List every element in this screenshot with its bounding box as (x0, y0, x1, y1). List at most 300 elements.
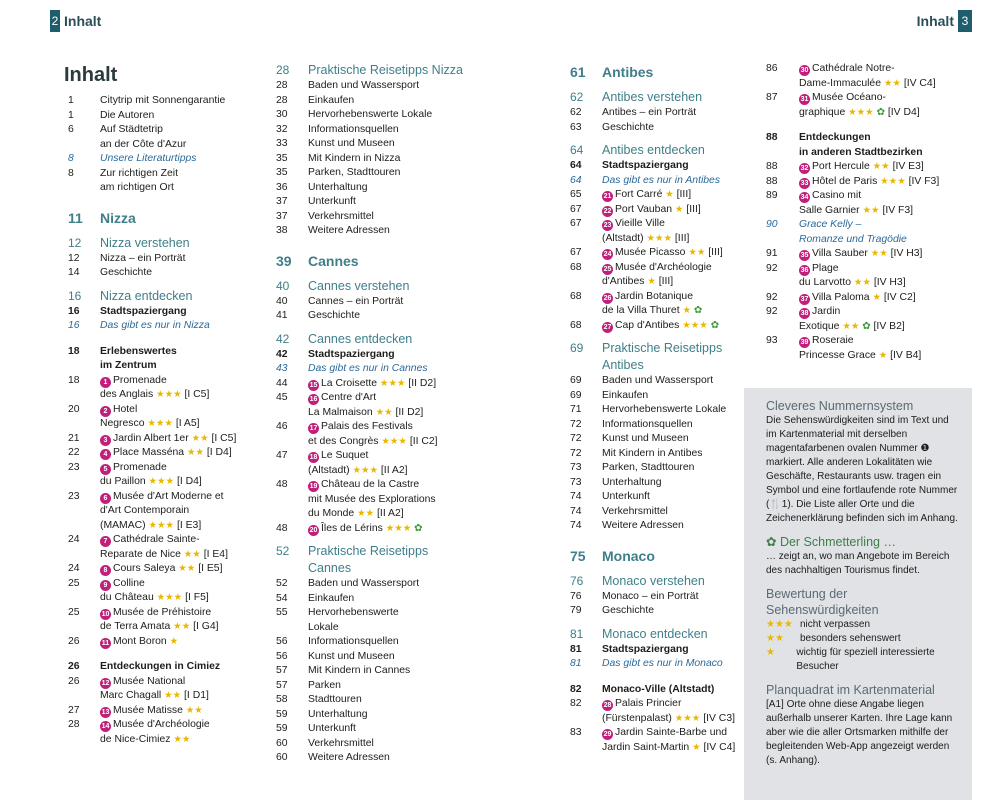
star-rating-icon: ★ (169, 635, 179, 647)
entry-label: Monaco (602, 547, 655, 564)
toc-entry (272, 507, 472, 522)
entry-text (308, 435, 472, 450)
sight-number-badge: 5 (100, 464, 111, 475)
page-number: 81 (570, 626, 584, 641)
entry-text (308, 543, 472, 577)
legend-heading-grid: Planquadrat im Kartenmaterial (766, 683, 935, 697)
page-number: 12 (68, 252, 80, 264)
sight-number-badge: 16 (309, 396, 318, 403)
toc-entry (272, 650, 472, 665)
entry-text (100, 704, 254, 719)
entry-label: Lokale (308, 621, 339, 633)
entry-text (308, 606, 472, 621)
rating-description: wichtig für speziell interessierte Besucher (796, 647, 935, 672)
entry-text (100, 548, 254, 563)
page-number: 20 (68, 403, 80, 415)
toc-entry (64, 152, 254, 167)
entry-text (602, 505, 746, 520)
entry-text (799, 320, 956, 335)
entry-text (799, 305, 956, 320)
map-grid-ref: [II A2] (380, 464, 408, 476)
entry-label: Roseraie (812, 335, 854, 346)
toc-section-heading (64, 288, 254, 305)
header-right (917, 10, 972, 32)
page-number: 76 (570, 590, 582, 602)
entry-label: Musée de Préhistoire (113, 606, 212, 618)
star-rating-icon: ★★★ (646, 232, 673, 244)
entry-label: du Larvotto (799, 277, 851, 288)
star-rating-icon: ★★ (191, 432, 209, 444)
entry-text (602, 62, 746, 82)
map-grid-ref: [IV C4] (903, 77, 936, 89)
toc-entry (64, 305, 254, 320)
entry-label: Musée National (113, 675, 186, 687)
sight-number-badge: 12 (101, 679, 110, 687)
entry-label: Weitere Adressen (308, 752, 390, 763)
entry-label: La Malmaison (308, 406, 373, 418)
rating-description: nicht verpassen (800, 619, 871, 630)
rating-description: besonders sehenswert (800, 633, 901, 644)
star-rating-icon: ★★ (164, 690, 182, 701)
page-number: 81 (570, 658, 582, 669)
toc-entry (64, 562, 254, 577)
entry-text (308, 137, 472, 152)
toc-entry (766, 160, 956, 175)
toc-chapter (272, 251, 472, 271)
map-grid-ref: [IV C3] (703, 712, 735, 724)
page-number: 69 (570, 389, 582, 401)
star-rating-icon: ★★★ (156, 592, 183, 603)
entry-label: Zur richtigen Zeit (100, 167, 178, 179)
entry-label: Palais Princier (615, 698, 682, 709)
page-number: 93 (766, 335, 778, 346)
star-rating-icon: ★★★ (381, 435, 407, 447)
star-rating-icon: ★ (766, 647, 775, 658)
sight-number-badge: 4 (100, 449, 111, 460)
sight-number-badge: 13 (101, 708, 110, 716)
toc-entry (566, 106, 746, 121)
entry-label: Hervorhebenswerte Lokale (602, 404, 727, 415)
entry-label: Le Suquet (321, 450, 369, 461)
entry-text (100, 635, 254, 650)
entry-text (100, 675, 254, 690)
entry-label: Hotel (113, 403, 138, 415)
entry-label: Hervorhebenswerte Lokale (308, 109, 433, 120)
entry-label: (Altstadt) (308, 464, 350, 476)
entry-label: Kunst und Museen (308, 138, 395, 149)
toc-section-heading (272, 278, 472, 295)
map-grid-ref: [III] (708, 247, 723, 258)
entry-text (100, 252, 254, 267)
entry-label: Unterhaltung (602, 476, 662, 488)
sight-number-badge: 23 (603, 222, 612, 229)
page-number: 69 (570, 375, 582, 386)
page-number: 37 (276, 196, 288, 207)
toc-entry (272, 664, 472, 679)
page-number: 25 (68, 606, 80, 618)
toc-entry (64, 635, 254, 650)
toc-entry (272, 635, 472, 650)
entry-label: Musée Océano- (812, 92, 886, 103)
toc-section-heading (566, 89, 746, 106)
entry-label: Palais des Festivals (321, 421, 413, 432)
star-rating-icon: ★★★ (682, 319, 708, 331)
entry-text (100, 181, 254, 196)
entry-label: Praktische Reisetipps Nizza (308, 63, 463, 77)
star-rating-icon: ★★★ (148, 476, 175, 487)
toc-entry (272, 195, 472, 210)
sight-number-badge: 31 (800, 96, 809, 103)
header-left (50, 10, 101, 32)
page-number: 59 (276, 708, 288, 720)
sight-number-badge: 6 (100, 493, 111, 504)
page-number: 42 (276, 348, 288, 360)
sight-number-badge: 18 (309, 454, 318, 461)
map-grid-ref: [IV D4] (887, 106, 920, 118)
entry-text (602, 275, 746, 290)
entry-text (602, 121, 746, 136)
toc-entry (64, 319, 254, 334)
toc-entry (272, 693, 472, 708)
sight-number-badge: 9 (100, 580, 111, 591)
entry-text (100, 446, 254, 461)
entry-label: Informationsquellen (602, 418, 693, 430)
toc-entry (272, 577, 472, 592)
entry-text (308, 635, 472, 650)
entry-label: et des Congrès (308, 435, 379, 447)
toc-entry (64, 718, 254, 733)
toc-entry (64, 266, 254, 281)
entry-text (308, 79, 472, 94)
entry-label: Kunst und Museen (602, 433, 689, 444)
entry-label: Stadtspaziergang (308, 348, 395, 360)
map-grid-ref: [IV C2] (883, 291, 916, 303)
page-number: 26 (68, 661, 80, 672)
toc-entry (566, 432, 746, 447)
toc-chapter (566, 62, 746, 82)
page-number: 82 (570, 683, 582, 695)
entry-text (602, 418, 746, 433)
entry-text (308, 331, 472, 348)
legend-heading-numbering: Cleveres Nummernsystem (766, 399, 914, 413)
entry-label: Verkehrsmittel (308, 210, 374, 222)
toc-entry (766, 276, 956, 291)
entry-text (308, 278, 472, 295)
sight-number-badge: 35 (800, 252, 809, 259)
entry-text (799, 349, 956, 364)
entry-label: Hervorhebenswerte (308, 607, 399, 618)
toc-entry (272, 708, 472, 723)
entry-label: Unsere Literaturtipps (100, 153, 197, 164)
toc-entry (64, 519, 254, 534)
sight-number-badge: 20 (309, 526, 318, 534)
sight-number-badge: 10 (101, 610, 110, 618)
toc-entry (272, 522, 472, 537)
entry-text (308, 577, 472, 592)
map-grid-ref: [III] (686, 203, 701, 215)
entry-label: Villa Paloma (812, 291, 870, 303)
page-number: 18 (68, 374, 80, 386)
toc-entry (272, 137, 472, 152)
star-rating-icon: ★★★ (766, 619, 793, 630)
toc-list-2 (272, 62, 472, 766)
entry-text (100, 660, 254, 675)
toc-entry (272, 362, 472, 377)
page-number: 90 (766, 219, 778, 230)
entry-label: Marc Chagall (100, 690, 162, 701)
entry-label: Promenade (113, 461, 167, 473)
entry-text (100, 288, 254, 305)
butterfly-icon: ✿ (862, 320, 871, 332)
rating-row (766, 646, 960, 674)
toc-entry (64, 733, 254, 748)
sight-number-badge: 38 (800, 310, 809, 317)
toc-title: Inhalt (64, 64, 118, 86)
entry-text (799, 62, 956, 77)
star-rating-icon: ★★★ (352, 464, 379, 476)
star-rating-icon: ★★★ (147, 418, 173, 429)
page-number: 68 (570, 290, 582, 302)
entry-text (308, 737, 472, 752)
page-number: 67 (570, 203, 582, 215)
page-number: 40 (276, 295, 288, 307)
entry-label: Das gibt es nur in Nizza (100, 320, 210, 331)
entry-text (308, 708, 472, 723)
toc-entry (566, 159, 746, 174)
page-number: 63 (570, 121, 582, 133)
entry-text (100, 305, 254, 320)
entry-label: Monaco-Ville (Altstadt) (602, 683, 715, 695)
sight-number-badge: 11 (101, 639, 110, 647)
page-number: 26 (68, 675, 80, 687)
entry-text (100, 562, 254, 577)
entry-label: du Château (100, 592, 154, 603)
page-number: 24 (68, 534, 80, 545)
toc-entry (64, 490, 254, 505)
entry-label: Nizza (100, 209, 136, 226)
page-number: 41 (276, 310, 288, 321)
map-grid-ref: [I G4] (193, 621, 219, 632)
entry-label: Antibes entdecken (602, 143, 705, 157)
toc-entry (272, 592, 472, 607)
legend-text-numbering: Die Sehenswürdigkeiten sind im Text und im Kartenmaterial mit derselben magentafarbenen ovalen Nummer ❶ markiert. Alle anderen Lokalitäten wie Geschäfte, Restaurants usw. tragen ein Symbol und eine fortlaufende rote Nummer (🍴1). Die Liste aller Orte und die Zeichenerklärung befinden sich im Anhang. (766, 415, 958, 524)
toc-entry (566, 203, 746, 218)
toc-entry (272, 391, 472, 406)
toc-entry (766, 305, 956, 320)
toc-entry (64, 109, 254, 124)
map-grid-ref: [IV B4] (890, 349, 922, 361)
entry-text (602, 261, 746, 276)
page-number: 91 (766, 248, 778, 259)
entry-label: Cathédrale Sainte- (113, 534, 200, 545)
entry-text (602, 232, 746, 247)
sight-number-badge: 26 (603, 294, 612, 302)
toc-section-heading (566, 573, 746, 590)
entry-text (602, 203, 746, 218)
toc-entry (766, 233, 956, 248)
toc-entry (64, 548, 254, 563)
entry-text (100, 123, 254, 138)
page-number: 88 (766, 161, 778, 172)
toc-entry (272, 493, 472, 508)
entry-text (602, 726, 746, 741)
entry-text (308, 507, 472, 522)
entry-label: du Monde (308, 508, 355, 519)
entry-text (602, 142, 746, 159)
page-number: 52 (276, 544, 290, 558)
toc-entry (766, 247, 956, 262)
entry-text (602, 604, 746, 619)
butterfly-icon: ✿ (710, 319, 720, 331)
entry-text (602, 319, 746, 334)
toc-entry (566, 683, 746, 698)
toc-entry (766, 91, 956, 106)
toc-entry (64, 591, 254, 606)
entry-text (308, 693, 472, 708)
toc-entry (64, 533, 254, 548)
entry-text (602, 246, 746, 261)
entry-text (602, 697, 746, 712)
map-grid-ref: [IV B2] (873, 320, 905, 332)
page-number: 76 (570, 573, 584, 588)
entry-label: Reparate de Nice (100, 548, 181, 560)
page-number: 60 (276, 752, 288, 763)
toc-entry (566, 121, 746, 136)
page-number: 83 (570, 727, 582, 738)
star-rating-icon: ★★ (883, 77, 901, 89)
toc-entry (64, 446, 254, 461)
sight-number-badge: 8 (100, 565, 111, 576)
page-number: 1 (68, 95, 74, 106)
page-number: 35 (276, 152, 288, 164)
star-rating-icon: ★★★ (379, 377, 406, 389)
map-grid-ref: [III] (676, 189, 692, 200)
page-number: 92 (766, 291, 778, 303)
toc-entry (272, 420, 472, 435)
entry-text (100, 490, 254, 505)
entry-text (100, 733, 254, 748)
map-grid-ref: [I D4] (206, 447, 232, 458)
star-rating-icon: ★ (682, 305, 692, 316)
entry-label: de Nice-Cimiez (100, 733, 171, 745)
entry-label: Praktische Reisetipps Cannes (308, 544, 429, 575)
page-number: 47 (276, 450, 288, 461)
toc-entry (566, 374, 746, 389)
page-number: 22 (68, 447, 80, 458)
toc-entry (272, 621, 472, 636)
toc-entry (766, 106, 956, 121)
entry-text (308, 152, 472, 167)
toc-entry (64, 359, 254, 374)
page-number: 25 (68, 577, 80, 589)
entry-text (308, 348, 472, 363)
entry-label: Unterhaltung (308, 181, 368, 193)
entry-text (308, 166, 472, 181)
toc-entry (272, 295, 472, 310)
entry-text (799, 175, 956, 190)
star-rating-icon: ★★★ (848, 106, 874, 118)
entry-label: im Zentrum (100, 360, 157, 371)
entry-label: Antibes verstehen (602, 90, 703, 104)
entry-label: Parken, Stadttouren (308, 167, 401, 178)
entry-text (308, 391, 472, 406)
entry-text (100, 266, 254, 281)
entry-text (100, 718, 254, 733)
entry-label: (Fürstenpalast) (602, 712, 672, 724)
map-grid-ref: [II A2] (377, 508, 404, 519)
entry-label: Jardin (812, 306, 841, 317)
entry-text (799, 247, 956, 262)
entry-text (602, 403, 746, 418)
sight-number-badge: 37 (800, 295, 809, 303)
entry-label: Îles de Lérins (321, 522, 383, 534)
star-rating-icon: ★★★ (880, 175, 906, 187)
toc-column-3 (566, 62, 746, 755)
entry-label: Musée d'Archéologie (113, 719, 210, 730)
entry-text (799, 291, 956, 306)
entry-label: Erlebenswertes (100, 345, 177, 357)
page-number: 28 (68, 719, 80, 730)
entry-label: Praktische Reisetipps Antibes (602, 341, 723, 372)
page-number: 23 (68, 490, 80, 502)
toc-entry (64, 94, 254, 109)
entry-text (100, 208, 254, 228)
entry-label: Exotique (799, 320, 840, 332)
entry-text (799, 131, 956, 146)
entry-label: Unterkunft (308, 196, 356, 207)
toc-column-2 (272, 62, 472, 766)
entry-text (100, 388, 254, 403)
page-number: 44 (276, 377, 288, 389)
page-number-left: 2 (50, 10, 60, 32)
page-number: 16 (68, 320, 80, 331)
page-number: 37 (276, 210, 288, 222)
star-rating-icon: ★★ (183, 548, 201, 560)
page-number: 11 (68, 209, 83, 226)
toc-entry (566, 476, 746, 491)
page-number: 48 (276, 479, 288, 490)
page-number: 86 (766, 63, 778, 74)
entry-label: Cours Saleya (113, 563, 176, 574)
page-number: 8 (68, 167, 74, 179)
entry-label: Princesse Grace (799, 349, 876, 361)
entry-text (308, 420, 472, 435)
page-number: 12 (68, 235, 82, 250)
toc-entry (566, 389, 746, 404)
toc-entry (566, 643, 746, 658)
entry-label: Nizza verstehen (100, 235, 190, 250)
sight-number-badge: 24 (603, 251, 612, 258)
page-number: 8 (68, 153, 74, 164)
entry-label: Parken (308, 679, 341, 691)
sight-number-badge: 14 (101, 723, 110, 730)
star-rating-icon: ★★ (357, 508, 375, 519)
sight-number-badge: 30 (800, 67, 809, 74)
page-number: 6 (68, 124, 74, 135)
entry-label: Einkaufen (308, 94, 355, 106)
toc-entry (64, 704, 254, 719)
page-number: 42 (276, 331, 290, 346)
page-number: 89 (766, 190, 778, 201)
toc-section-heading (566, 142, 746, 159)
page-number: 74 (570, 491, 582, 502)
entry-text (602, 476, 746, 491)
entry-text (799, 276, 956, 291)
toc-entry (566, 726, 746, 741)
map-grid-ref: [IV C4] (703, 741, 736, 753)
sight-number-badge: 29 (603, 731, 612, 738)
entry-text (100, 417, 254, 432)
